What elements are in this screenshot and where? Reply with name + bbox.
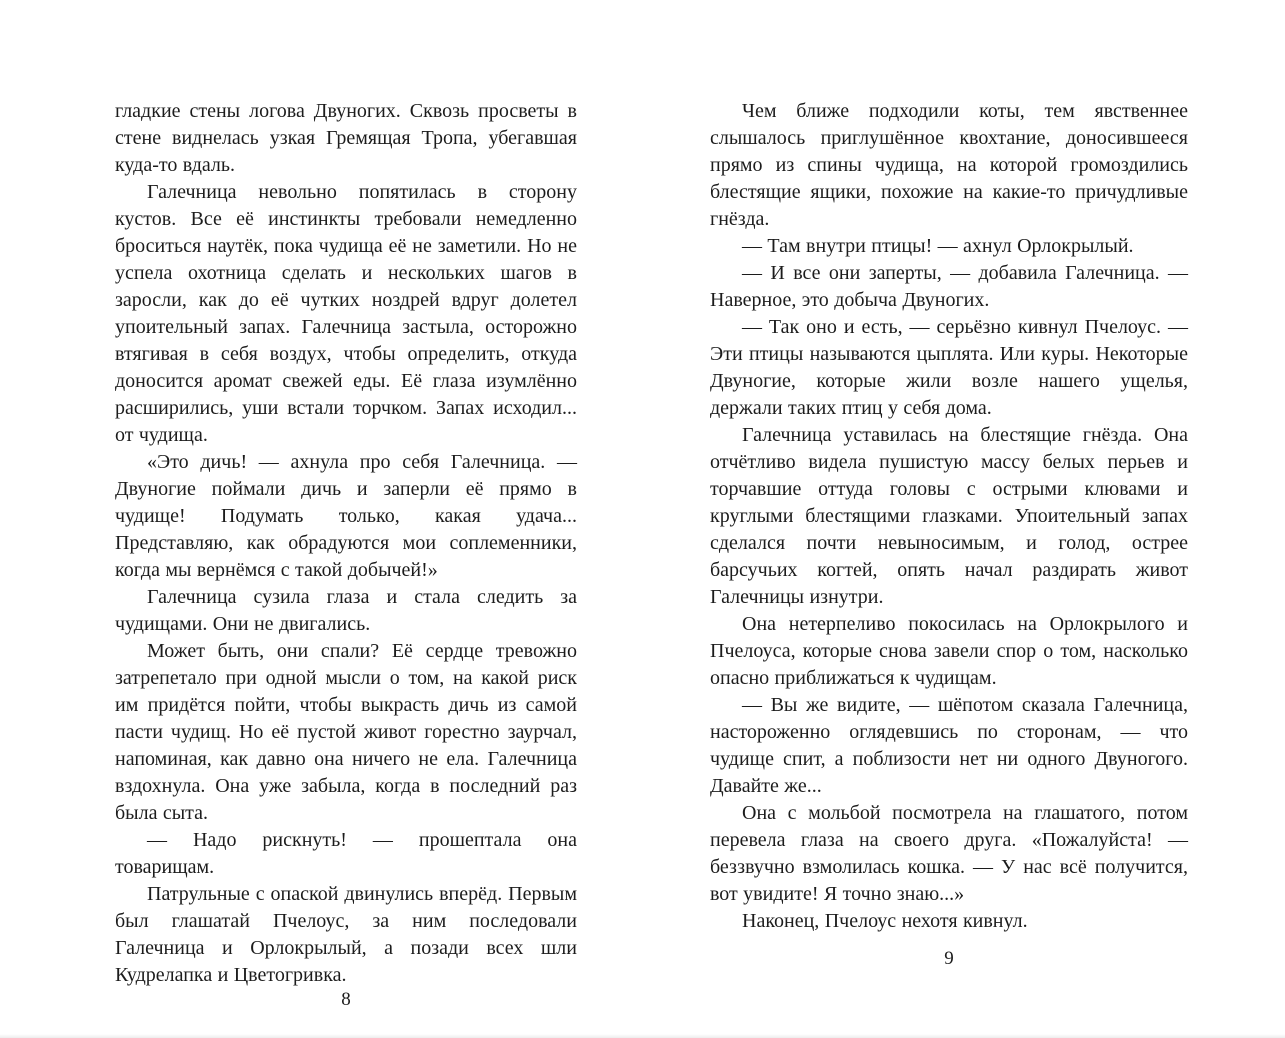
paragraph: — Вы же видите, — шёпотом сказала Галечница, настороженно оглядевшись по сторонам, — что чудище спит, а поблизости нет ни одного Двуногого. Давайте же... xyxy=(710,694,1188,797)
page-number: 9 xyxy=(944,948,954,969)
paragraph: Галечница уставилась на блестящие гнёзда. Она отчётливо видела пушистую массу белых перьев и торчавшие оттуда головы с острыми клювами и круглыми блестящими глазками. Упоительный запах сделался почти невыносимым, и голод, острее барсучьих когтей, опять начал раздирать живот Галечницы изнутри. xyxy=(710,424,1188,608)
paragraph: Она нетерпеливо покосилась на Орлокрылого и Пчелоуса, которые снова завели спор о том, насколько опасно приближаться к чудищам. xyxy=(710,613,1188,689)
page-text-left xyxy=(115,98,577,989)
paragraph: «Это дичь! — ахнула про себя Галечница. — Двуногие поймали дичь и заперли её прямо в чудище! Подумать только, какая удача... Представляю, как обрадуются мои соплеменники, когда мы вернёмся с такой добычей!» xyxy=(115,451,577,581)
page-number: 8 xyxy=(341,989,351,1010)
paragraph: — Там внутри птицы! — ахнул Орлокрылый. xyxy=(742,235,1134,257)
paragraph: Может быть, они спали? Её сердце тревожно затрепетало при одной мысли о том, на какой риск им придётся пойти, чтобы выкрасть дичь из самой пасти чудищ. Но её пустой живот горестно заурчал, напоминая, как давно она ничего не ела. Галечница вздохнула. Она уже забыла, когда в последний раз была сыта. xyxy=(115,640,577,824)
paragraph: — Надо рискнуть! — прошептала она товарищам. xyxy=(115,829,577,878)
book-page-left xyxy=(115,98,577,1010)
paragraph: гладкие стены логова Двуногих. Сквозь просветы в стене виднелась узкая Гремящая Тропа, убегавшая куда-то вдаль. xyxy=(115,100,577,176)
scan-edge xyxy=(0,1034,1285,1038)
paragraph: Она с мольбой посмотрела на глашатого, потом перевела глаза на своего друга. «Пожалуйста! — беззвучно взмолилась кошка. — У нас всё получится, вот увидите! Я точно знаю...» xyxy=(710,802,1188,905)
paragraph: Патрульные с опаской двинулись вперёд. Первым был глашатай Пчелоус, за ним последовали Галечница и Орлокрылый, а позади всех шли Кудрелапка и Цветогривка. xyxy=(115,883,577,986)
paragraph: — Так оно и есть, — серьёзно кивнул Пчелоус. — Эти птицы называются цыплята. Или куры. Некоторые Двуногие, которые жили возле нашего ущелья, держали таких птиц у себя дома. xyxy=(710,316,1188,419)
paragraph: Чем ближе подходили коты, тем явственнее слышалось приглушённое квохтание, доносившееся прямо из спины чудища, на которой громоздились блестящие ящики, похожие на какие-то причудливые гнёзда. xyxy=(710,100,1188,230)
paragraph: Галечница сузила глаза и стала следить за чудищами. Они не двигались. xyxy=(115,586,577,635)
paragraph: — И все они заперты, — добавила Галечница. — Наверное, это добыча Двуногих. xyxy=(710,262,1188,311)
book-page-right xyxy=(710,98,1188,970)
page-text-right xyxy=(710,98,1188,935)
paragraph: Галечница невольно попятилась в сторону кустов. Все её инстинкты требовали немедленно броситься наутёк, пока чудища её не заметили. Но не успела охотница сделать и нескольких шагов в заросли, как до её чутких ноздрей вдруг долетел упоительный запах. Галечница застыла, осторожно втягивая в себя воздух, чтобы определить, откуда доносится аромат свежей еды. Её глаза изумлённо расширились, уши встали торчком. Запах исходил... от чудища. xyxy=(115,181,577,446)
book-spread xyxy=(115,98,1188,1010)
paragraph: Наконец, Пчелоус нехотя кивнул. xyxy=(742,910,1028,932)
